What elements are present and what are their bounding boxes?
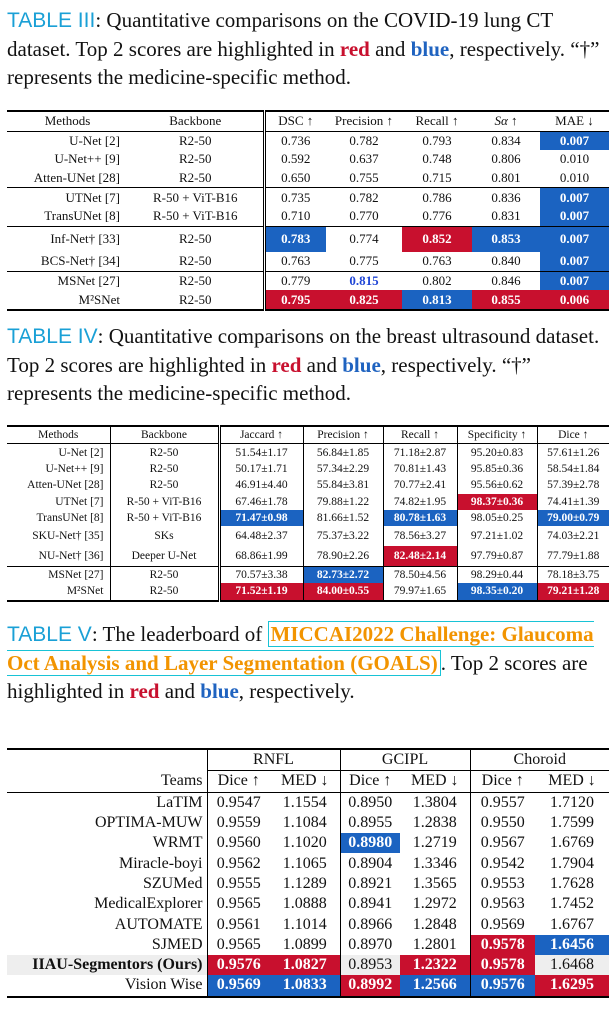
value-cell: 0.9559 (207, 813, 270, 833)
value-cell: 1.3346 (412, 854, 457, 872)
table-row (7, 131, 609, 150)
value-cell: 0.9542 (470, 853, 535, 873)
value-cell: 0.9550 (470, 813, 535, 833)
caption-text: , respectively. “†” represents the medicine-specific method. (7, 37, 600, 89)
method-cell: U-Net [2] (69, 132, 120, 148)
value-cell: 74.82±1.95 (383, 494, 457, 510)
method-cell: Inf-Net† [33] (7, 226, 128, 252)
value-cell: 1.1084 (282, 814, 327, 832)
value-cell-highlighted: 0.9578 (470, 955, 535, 975)
table-row (7, 510, 609, 526)
group-header: GCIPL (340, 749, 470, 771)
group-header: RNFL (207, 749, 340, 771)
col-header: Precision ↑ (303, 426, 383, 444)
value-cell-highlighted: 79.21±1.28 (537, 583, 609, 600)
col-header: Methods (44, 113, 91, 129)
value-cell: 95.20±0.83 (457, 444, 537, 461)
value-cell: 1.7452 (550, 895, 595, 913)
table-row (7, 853, 609, 873)
backbone-cell: R2-50 (110, 461, 219, 477)
table-row (7, 583, 609, 600)
value-cell: 0.9557 (470, 792, 535, 813)
table-row (7, 914, 609, 934)
value-cell-highlighted: 1.0827 (270, 955, 340, 975)
value-cell: 51.54±1.17 (219, 444, 303, 461)
value-cell-highlighted: 1.6295 (535, 975, 609, 996)
col-header: Dice ↑ (470, 771, 535, 792)
value-cell: 56.84±1.85 (303, 444, 383, 461)
value-cell-highlighted: 0.825 (326, 290, 402, 310)
caption-text: : Quantitative comparisons on the breast ultrasound dataset. Top 2 scores are highlighted in (7, 324, 600, 377)
value-cell: 0.836 (472, 188, 540, 207)
col-header: Backbone (169, 113, 222, 129)
col-header: MED ↓ (410, 772, 459, 790)
table4-breast-ultrasound-comparison (7, 425, 609, 602)
table-row (7, 546, 609, 566)
value-cell: 1.3565 (412, 874, 457, 892)
value-cell: 0.735 (264, 188, 326, 207)
table-row (7, 833, 609, 853)
col-header: MAE ↓ (555, 113, 594, 129)
table-row (7, 792, 609, 813)
value-cell: 1.1065 (282, 854, 327, 872)
table-row (7, 188, 609, 207)
value-cell-highlighted: 1.0833 (270, 975, 340, 996)
value-cell: 1.6468 (535, 955, 609, 975)
value-cell: 74.03±2.21 (537, 526, 609, 546)
value-cell: 0.779 (264, 271, 326, 290)
value-cell: 0.8970 (340, 935, 400, 955)
value-cell: 0.763 (422, 253, 452, 269)
value-cell: 0.9553 (470, 874, 535, 894)
backbone-cell: SKs (110, 526, 219, 546)
value-cell: 1.2972 (412, 895, 457, 913)
value-cell: 70.57±3.38 (219, 566, 303, 583)
value-cell: 58.54±1.84 (537, 461, 609, 477)
table-header-row (7, 111, 609, 131)
value-cell: 1.3804 (412, 793, 457, 811)
method-cell: NU-Net† [36] (38, 550, 104, 563)
value-cell: 97.79±0.87 (457, 546, 537, 566)
value-cell: 57.34±2.29 (303, 461, 383, 477)
value-cell: 0.840 (491, 253, 521, 269)
value-cell: 46.91±4.40 (219, 477, 303, 493)
value-cell: 67.46±1.78 (219, 494, 303, 510)
team-cell: SJMED (151, 935, 203, 953)
value-cell: 97.21±1.02 (457, 526, 537, 546)
caption-text: : Quantitative comparisons on the COVID-19 lung CT dataset. Top 2 scores are highlighted in (7, 8, 553, 61)
value-cell-highlighted: 79.00±0.79 (537, 510, 609, 526)
backbone-cell: R2-50 (110, 444, 219, 461)
value-cell-highlighted: 1.6456 (535, 935, 609, 955)
col-header: MED ↓ (548, 772, 596, 790)
value-cell: 98.05±0.25 (457, 510, 537, 526)
value-cell: 0.710 (264, 207, 326, 226)
table-row (7, 935, 609, 955)
table-row (7, 150, 609, 169)
value-cell-highlighted: 0.007 (540, 271, 609, 290)
value-cell: 0.637 (349, 151, 379, 167)
value-cell: 95.56±0.62 (457, 477, 537, 493)
value-cell: 0.782 (326, 188, 402, 207)
caption-text: : The leaderboard of (91, 622, 268, 646)
value-cell: 0.9565 (207, 894, 270, 914)
backbone-cell: R2-50 (179, 291, 212, 307)
method-cell: MSNet [27] (7, 271, 128, 290)
value-cell-highlighted: 0.815 (326, 271, 402, 290)
value-cell: 74.41±1.39 (537, 494, 609, 510)
value-cell: 78.18±3.75 (537, 566, 609, 583)
col-header: DSC ↑ (264, 111, 326, 131)
value-cell: 1.0899 (282, 935, 327, 953)
value-cell: 1.7599 (550, 814, 595, 832)
value-cell: 0.010 (559, 170, 590, 186)
table-row (7, 813, 609, 833)
col-header: Dice ↑ (207, 771, 270, 792)
value-cell: 95.85±0.36 (457, 461, 537, 477)
value-cell: 1.6769 (550, 834, 595, 852)
value-cell-highlighted: 84.00±0.55 (303, 583, 383, 600)
value-cell: 0.9567 (470, 833, 535, 853)
value-cell: 70.81±1.43 (383, 461, 457, 477)
value-cell: 68.86±1.99 (219, 546, 303, 566)
value-cell-highlighted: 0.9576 (207, 955, 270, 975)
method-cell: MSNet [27] (7, 566, 110, 583)
value-cell: 0.831 (491, 208, 521, 224)
team-cell: MedicalExplorer (94, 895, 203, 913)
table-row-ours (7, 955, 609, 975)
value-cell-highlighted: 82.73±2.72 (303, 566, 383, 583)
challenge-link[interactable]: MICCAI2022 Challenge: Glaucoma Oct Analysis and Layer Segmentation (GOALS) (7, 622, 594, 675)
value-cell: 0.8904 (340, 853, 400, 873)
backbone-cell: R2-50 (179, 132, 212, 148)
value-cell: 0.755 (349, 170, 379, 186)
value-cell-highlighted: 0.007 (540, 207, 609, 226)
table-row (7, 894, 609, 914)
caption-text: and (301, 353, 343, 377)
value-cell: 0.8966 (340, 914, 400, 934)
value-cell: 57.61±1.26 (537, 444, 609, 461)
team-cell: SZUMed (142, 874, 203, 892)
value-cell: 50.17±1.71 (219, 461, 303, 477)
col-header: Recall ↑ (383, 426, 457, 444)
value-cell: 0.774 (326, 226, 402, 252)
value-cell: 0.9547 (207, 792, 270, 813)
table-row (7, 444, 609, 461)
col-header: Specificity ↑ (457, 426, 537, 444)
value-cell: 0.770 (349, 208, 379, 224)
value-cell-highlighted: 71.47±0.98 (219, 510, 303, 526)
value-cell-highlighted: 0.8992 (340, 975, 400, 996)
value-cell: 0.715 (422, 170, 452, 186)
value-cell: 78.50±4.56 (383, 566, 457, 583)
value-cell: 0.9562 (207, 853, 270, 873)
col-header: Jaccard ↑ (219, 426, 303, 444)
value-cell-highlighted: 0.006 (540, 290, 609, 310)
value-cell: 78.90±2.26 (303, 546, 383, 566)
value-cell: 77.79±1.88 (537, 546, 609, 566)
caption-blue-word: blue (342, 353, 381, 377)
value-cell: 0.802 (402, 271, 472, 290)
table5-label: TABLE V (7, 623, 92, 646)
caption-text: . Top 2 scores are highlighted in (7, 651, 588, 703)
value-cell-highlighted: 0.9578 (470, 935, 535, 955)
value-cell: 1.7120 (550, 793, 595, 811)
value-cell: 1.1014 (282, 915, 327, 933)
caption-red-word: red (271, 353, 302, 377)
value-cell-highlighted: 82.48±2.14 (383, 546, 457, 566)
table-row (7, 874, 609, 894)
table-row (7, 271, 609, 290)
value-cell: 81.66±1.52 (303, 510, 383, 526)
table-row (7, 169, 609, 188)
value-cell: 64.48±2.37 (219, 526, 303, 546)
col-header: Dice ↑ (537, 426, 609, 444)
value-cell: 0.650 (264, 169, 326, 188)
method-cell: U-Net++ [9] (45, 462, 104, 475)
group-header-row (7, 749, 609, 771)
value-cell: 0.8941 (340, 894, 400, 914)
value-cell-highlighted: 0.9569 (207, 975, 270, 996)
value-cell: 55.84±3.81 (303, 477, 383, 493)
value-cell-highlighted: 98.37±0.36 (457, 494, 537, 510)
value-cell: 0.8953 (340, 955, 400, 975)
method-cell: M²SNet (66, 585, 104, 598)
table-row (7, 975, 609, 996)
value-cell: 75.37±3.22 (303, 526, 383, 546)
caption-blue-word: blue (410, 37, 450, 61)
value-cell: 0.775 (349, 253, 379, 269)
col-header: Dice ↑ (340, 771, 400, 792)
table-row (7, 226, 609, 252)
backbone-cell: R-50 + ViT-B16 (128, 188, 264, 207)
team-cell: WRMT (152, 834, 203, 852)
value-cell-highlighted: 0.855 (472, 290, 540, 310)
value-cell-highlighted: 1.2566 (400, 975, 470, 996)
value-cell: 1.1020 (282, 834, 327, 852)
value-cell: 0.8950 (340, 792, 400, 813)
value-cell: 0.8921 (340, 874, 400, 894)
table-row (7, 290, 609, 310)
value-cell: 1.2848 (412, 915, 457, 933)
col-header: Teams (160, 772, 203, 790)
backbone-cell: R2-50 (179, 151, 212, 167)
table-row (7, 526, 609, 546)
value-cell-highlighted: 1.2322 (400, 955, 470, 975)
value-cell: 0.9565 (207, 935, 270, 955)
method-cell: TransUNet [8] (36, 512, 104, 525)
caption-red-word: red (129, 679, 160, 703)
method-cell: U-Net++ [9] (54, 151, 120, 167)
table-row (7, 461, 609, 477)
team-cell: LaTIM (156, 793, 203, 811)
value-cell: 79.97±1.65 (383, 583, 457, 600)
value-cell-highlighted: 0.783 (264, 226, 326, 252)
method-cell: Atten-UNet [28] (27, 479, 104, 492)
value-cell-highlighted: 0.007 (540, 131, 609, 150)
team-cell: Vision Wise (124, 976, 203, 994)
table3-covid-comparison (7, 110, 609, 311)
backbone-cell: R2-50 (110, 566, 219, 583)
value-cell: 70.77±2.41 (383, 477, 457, 493)
table5-caption (7, 620, 609, 705)
value-cell: 0.8955 (340, 813, 400, 833)
table-header-row (7, 426, 609, 444)
backbone-cell: R2-50 (179, 253, 212, 269)
method-cell: TransUNet [8] (44, 208, 120, 224)
table-row (7, 252, 609, 271)
value-cell-highlighted: 0.795 (264, 290, 326, 310)
backbone-cell: R-50 + ViT-B16 (110, 510, 219, 526)
col-header: Backbone (110, 426, 219, 444)
value-cell-highlighted: 0.007 (540, 226, 609, 252)
value-cell: 1.7904 (550, 854, 595, 872)
value-cell: 0.9560 (207, 833, 270, 853)
table3-label: TABLE III (7, 9, 96, 32)
col-header: Precision ↑ (334, 113, 394, 129)
method-cell: Atten-UNet [28] (33, 170, 120, 186)
value-cell: 0.806 (491, 151, 521, 167)
table-row (7, 207, 609, 226)
value-cell: 98.29±0.44 (457, 566, 537, 583)
table4-caption (7, 322, 609, 407)
value-cell-highlighted: 98.35±0.20 (457, 583, 537, 600)
value-cell: 79.88±1.22 (303, 494, 383, 510)
value-cell: 0.9569 (470, 914, 535, 934)
col-header: Methods (38, 429, 79, 442)
table-row (7, 494, 609, 510)
value-cell: 57.39±2.78 (537, 477, 609, 493)
table-row (7, 566, 609, 583)
caption-red-word: red (339, 37, 370, 61)
value-cell: 0.763 (264, 252, 326, 271)
method-cell: UTNet [7] (7, 188, 128, 207)
backbone-cell: R2-50 (128, 226, 264, 252)
method-cell: SKU-Net† [35] (32, 530, 104, 543)
table5-goals-leaderboard (7, 748, 609, 998)
value-cell: 0.834 (491, 132, 521, 148)
value-cell-highlighted: 0.007 (540, 188, 609, 207)
value-cell: 78.56±3.27 (383, 526, 457, 546)
value-cell: 0.793 (422, 132, 452, 148)
value-cell: 1.1289 (282, 874, 327, 892)
backbone-cell: R2-50 (110, 477, 219, 493)
caption-text: and (159, 679, 201, 703)
method-cell: UTNet [7] (55, 495, 104, 508)
backbone-cell: R-50 + ViT-B16 (110, 494, 219, 510)
col-header: Recall ↑ (415, 113, 459, 129)
table-header-row (7, 771, 609, 792)
method-cell: U-Net [2] (58, 446, 104, 459)
value-cell-highlighted: 0.852 (402, 226, 472, 252)
empty-header (7, 749, 207, 771)
value-cell: 1.2838 (412, 814, 457, 832)
value-cell: 0.9555 (207, 874, 270, 894)
col-header: Sα ↑ (494, 113, 518, 129)
table-row (7, 477, 609, 493)
value-cell: 1.6767 (550, 915, 595, 933)
value-cell: 1.1554 (282, 793, 327, 811)
value-cell: 0.748 (422, 151, 452, 167)
value-cell: 0.9561 (207, 914, 270, 934)
value-cell-highlighted: 80.78±1.63 (383, 510, 457, 526)
value-cell: 0.782 (349, 132, 379, 148)
team-cell: AUTOMATE (114, 915, 203, 933)
value-cell: 1.7628 (550, 874, 595, 892)
value-cell: 0.846 (472, 271, 540, 290)
value-cell: 0.801 (491, 170, 521, 186)
value-cell-highlighted: 0.813 (402, 290, 472, 310)
table4-label: TABLE IV (7, 325, 98, 348)
caption-text: , respectively. (238, 679, 355, 703)
value-cell: 1.2719 (412, 834, 457, 852)
value-cell: 0.776 (422, 208, 452, 224)
value-cell: 1.0888 (282, 895, 327, 913)
value-cell: 0.010 (559, 151, 590, 167)
value-cell: 1.2801 (412, 935, 457, 953)
table3-caption (7, 6, 609, 91)
method-cell: BCS-Net† [34] (40, 253, 120, 269)
caption-text: and (369, 37, 411, 61)
value-cell: 71.18±2.87 (383, 444, 457, 461)
value-cell-highlighted: 71.52±1.19 (219, 583, 303, 600)
backbone-cell: R2-50 (110, 583, 219, 600)
caption-text: , respectively. “†” represents the medicine-specific method. (7, 353, 531, 405)
caption-blue-word: blue (200, 679, 239, 703)
team-cell: Miracle-boyi (118, 854, 203, 872)
backbone-cell: R2-50 (128, 271, 264, 290)
col-header: MED ↓ (280, 772, 329, 790)
group-header: Choroid (470, 749, 609, 771)
value-cell: 0.592 (264, 150, 326, 169)
backbone-cell: Deeper U-Net (110, 546, 219, 566)
backbone-cell: R-50 + ViT-B16 (152, 208, 238, 224)
value-cell-highlighted: 0.8980 (340, 833, 400, 853)
value-cell: 0.736 (264, 131, 326, 150)
team-cell: OPTIMA-MUW (94, 814, 203, 832)
method-cell: M²SNet (78, 291, 120, 307)
backbone-cell: R2-50 (179, 170, 212, 186)
value-cell-highlighted: 0.007 (540, 252, 609, 271)
value-cell-highlighted: 0.853 (472, 226, 540, 252)
team-cell: IIAU-Segmentors (Ours) (7, 955, 207, 975)
value-cell-highlighted: 0.9576 (470, 975, 535, 996)
value-cell: 0.9563 (470, 894, 535, 914)
value-cell: 0.786 (402, 188, 472, 207)
